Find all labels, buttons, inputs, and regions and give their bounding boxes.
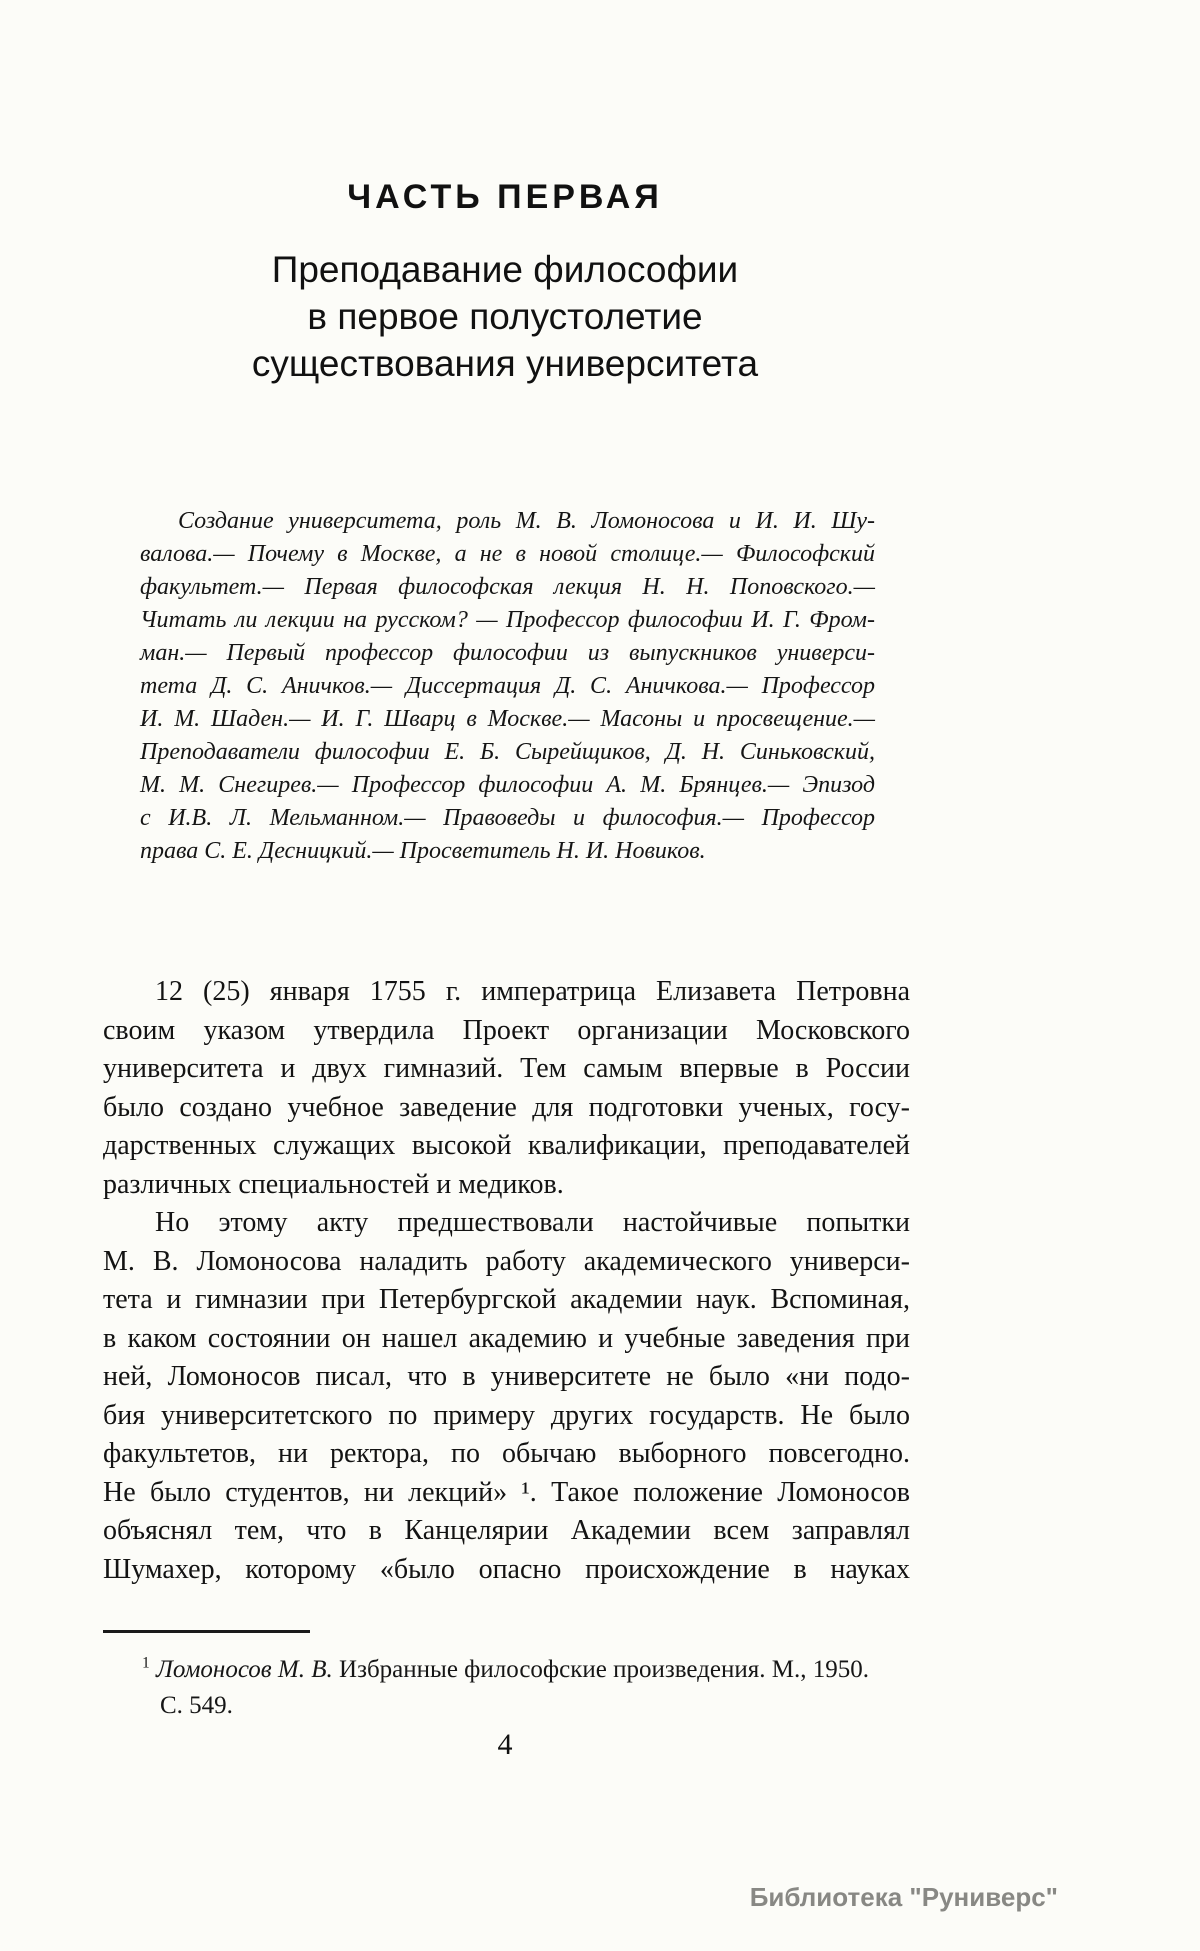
text-line: Шумахер, которому «было опасно происхождение в науках bbox=[103, 1553, 910, 1585]
footnote-line-2: С. 549. bbox=[160, 1692, 233, 1719]
chapter-abstract bbox=[140, 505, 875, 868]
text-line: 12 (25) января 1755 г. императрица Елизавета Петровна bbox=[155, 976, 910, 1007]
text-line: дарственных служащих высокой квалификации, преподавателей bbox=[103, 1130, 910, 1161]
text-line: с И.В. Л. Мельманном.— Правоведы и философия.— Профессор bbox=[140, 805, 875, 831]
text-line: в первое полустолетие bbox=[307, 296, 703, 337]
text-line: Читать ли лекции на русском? — Профессор философии И. Г. Фром- bbox=[140, 607, 875, 633]
chapter-title bbox=[100, 246, 910, 387]
paragraph-2 bbox=[103, 1204, 910, 1589]
watermark: Библиотека "Руниверс" bbox=[749, 1882, 1058, 1912]
footnote-text: Избранные философские произведения. М., 1950. bbox=[339, 1656, 869, 1683]
text-line: Создание университета, роль М. В. Ломоносова и И. И. Шу- bbox=[178, 508, 875, 534]
part-title: ЧАСТЬ ПЕРВАЯ bbox=[347, 178, 663, 216]
text-line: университета и двух гимназий. Тем самым впервые в России bbox=[103, 1053, 910, 1084]
text-line: факультетов, ни ректора, по обычаю выборного повсегодно. bbox=[103, 1438, 910, 1469]
footnote-marker: 1 bbox=[142, 1654, 150, 1672]
text-line: существования университета bbox=[251, 343, 759, 384]
footnote-author: Ломоносов М. В. bbox=[156, 1656, 333, 1683]
text-line: факультет.— Первая философская лекция Н. Н. Поповского.— bbox=[140, 574, 875, 600]
text-line: своим указом утвердила Проект организации Московского bbox=[103, 1014, 910, 1046]
page-number: 4 bbox=[497, 1728, 513, 1761]
text-line: М. В. Ломоносова наладить работу академического универси- bbox=[103, 1245, 910, 1277]
text-line: М. М. Снегирев.— Профессор философии А. М. Брянцев.— Эпизод bbox=[140, 772, 875, 798]
text-line: бия университетского по примеру других государств. Не было bbox=[103, 1399, 910, 1431]
footnote-divider bbox=[103, 1630, 310, 1633]
footnote bbox=[142, 1652, 992, 1724]
body-text bbox=[103, 973, 910, 1589]
text-line: тета и гимназии при Петербургской академии наук. Вспоминая, bbox=[103, 1284, 910, 1315]
text-line: права С. Е. Десницкий.— Просветитель Н. И. Новиков. bbox=[140, 838, 706, 864]
text-line: валова.— Почему в Москве, а не в новой столице.— Философский bbox=[140, 541, 875, 567]
text-line: ман.— Первый профессор философии из выпускников универси- bbox=[140, 640, 875, 666]
text-line: Не было студентов, ни лекций» ¹. Такое положение Ломоносов bbox=[103, 1476, 910, 1508]
text-line: Преподавание философии bbox=[271, 249, 739, 290]
paragraph-1 bbox=[103, 973, 910, 1204]
text-line: Но этому акту предшествовали настойчивые попытки bbox=[155, 1207, 910, 1238]
text-line: было создано учебное заведение для подготовки ученых, госу- bbox=[103, 1091, 910, 1123]
text-line: И. М. Шаден.— И. Г. Шварц в Москве.— Масоны и просвещение.— bbox=[140, 706, 875, 732]
text-line: объяснял тем, что в Канцелярии Академии всем заправлял bbox=[103, 1515, 910, 1546]
text-line: в каком состоянии он нашел академию и учебные заведения при bbox=[103, 1322, 910, 1354]
footnote-line-1 bbox=[142, 1652, 992, 1688]
text-line: различных специальностей и медиков. bbox=[103, 1168, 564, 1200]
text-line: тета Д. С. Аничков.— Диссертация Д. С. Аничкова.— Профессор bbox=[140, 673, 875, 699]
text-line: Преподаватели философии Е. Б. Сырейщиков, Д. Н. Синьковский, bbox=[140, 739, 875, 765]
text-line: ней, Ломоносов писал, что в университете не было «ни подо- bbox=[103, 1361, 910, 1392]
